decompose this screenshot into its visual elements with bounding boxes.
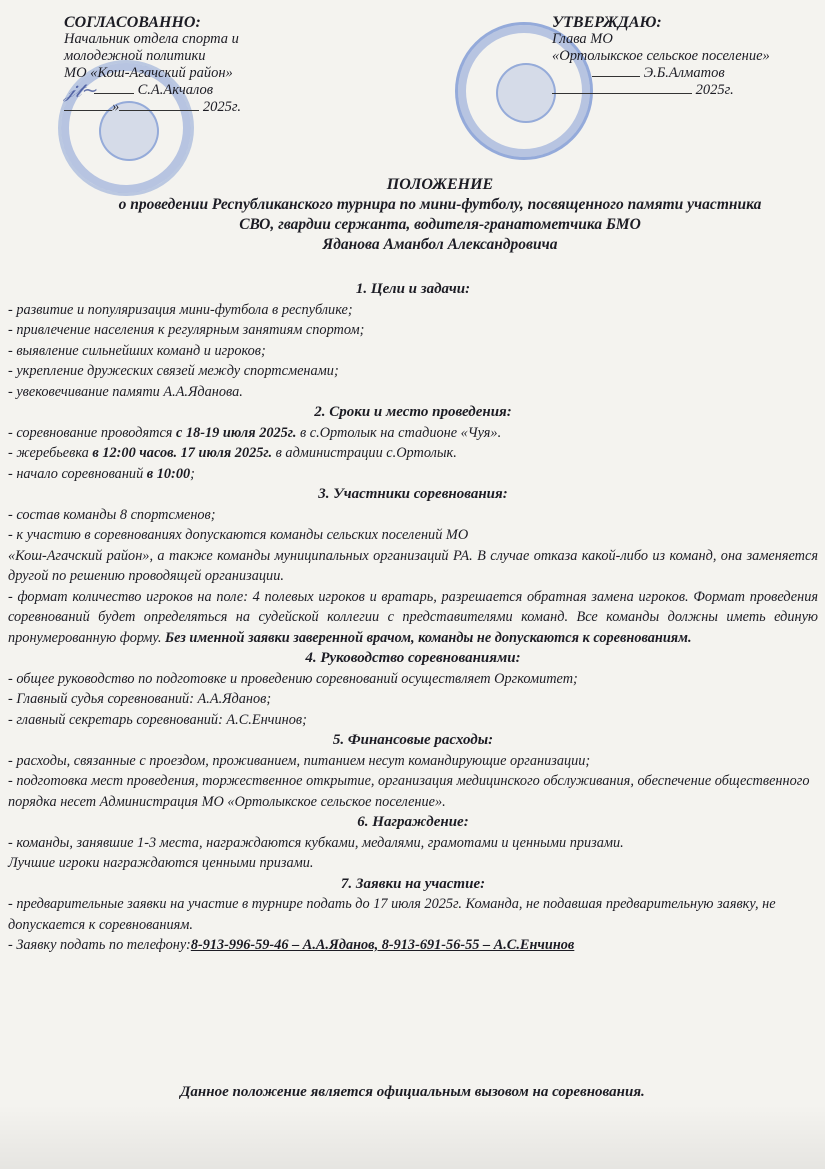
agreed-line: молодежной политики — [64, 48, 206, 64]
section-heading: 2. Сроки и место проведения: — [314, 404, 512, 420]
section-heading: 5. Финансовые расходы: — [332, 732, 494, 748]
approved-heading: УТВЕРЖДАЮ: — [552, 14, 662, 31]
list-item: - главный секретарь соревнований: А.С.Енчинов; — [8, 711, 307, 728]
list-item: - Заявку подать по телефону:8-913-996-59-46 – А.А.Яданов, 8-913-691-56-55 – А.С.Енчинов — [8, 937, 575, 953]
document-title — [60, 175, 820, 255]
list-item: - развитие и популяризация мини-футбола в республике; — [8, 301, 353, 318]
list-item: - расходы, связанные с проездом, проживанием, питанием несут командирующие организации; — [8, 752, 591, 769]
title-line: Ядановa Аманбол Александровича — [322, 236, 558, 253]
list-item: - начало соревнований в 10:00; — [8, 465, 195, 482]
approved-line: «Ортолыкское сельское поселение» — [552, 48, 770, 64]
agreed-signature-line — [64, 78, 324, 102]
section-heading: 3. Участники соревнования: — [318, 486, 508, 502]
agreed-heading: СОГЛАСОВАННО: — [64, 14, 201, 31]
approved-line: Глава МО — [552, 31, 613, 47]
paragraph: - подготовка мест проведения, торжественное открытие, организация медицинского обслуживания, обеспечение общественного порядка несет Администрация МО «Ортолыкское сельское поселение». — [8, 773, 810, 810]
agreed-signer: С.А.Акчалов — [137, 82, 214, 98]
paragraph: «Кош-Агачский район», а также команды муниципальных организаций РА. В случае отказа какой-либо из команд, она заменяется другой по решению проводящей организации. — [8, 547, 818, 584]
title-line: о проведении Республиканского турнира по мини-футболу, посвященного памяти участника — [118, 196, 762, 213]
approved-signer: Э.Б.Алматов — [643, 65, 725, 81]
agreed-date: 2025г. — [202, 99, 241, 115]
title-line: ПОЛОЖЕНИЕ — [386, 176, 494, 193]
closing-statement: Данное положение является официальным вызовом на соревнования. — [180, 1084, 645, 1100]
agreed-block — [64, 14, 324, 116]
list-item: - Главный судья соревнований: А.А.Яданов; — [8, 691, 272, 707]
section-heading: 1. Цели и задачи: — [355, 281, 471, 297]
list-item: - соревнование проводятся с 18-19 июля 2025г. в с.Ортолык на стадионе «Чуя». — [8, 424, 502, 441]
section-heading: 6. Награждение: — [357, 814, 469, 830]
signature: 𝒿𝓉~ — [64, 78, 99, 102]
paragraph: - формат количество игроков на поле: 4 полевых игроков и вратарь, разрешается обратная замена игроков. Формат проведения соревнований будет определяться на судейской коллегии с представителями команд. Все команды должны иметь единую пронумерованную форму. Без именной заявки заверенной врачом, команды не допускаются к соревнованиям. — [8, 588, 818, 646]
title-line: СВО, гвардии сержанта, водителя-гранатометчика БМО — [239, 216, 641, 233]
list-item: - команды, занявшие 1-3 места, награждаются кубками, медалями, грамотами и ценными призами. — [8, 834, 624, 851]
paragraph: - предварительные заявки на участие в турнире подать до 17 июля 2025г. Команда, не подавшая предварительную заявку, не допускается к соревнованиям. — [8, 896, 776, 933]
list-item: - состав команды 8 спортсменов; — [8, 506, 216, 523]
agreed-line: Начальник отдела спорта и — [64, 31, 239, 47]
approved-date-line — [552, 82, 822, 99]
section-heading: 4. Руководство соревнованиями: — [305, 650, 521, 666]
list-item: - к участию в соревнованиях допускаются команды сельских поселений МО — [8, 527, 469, 543]
approved-date: 2025г. — [695, 82, 734, 98]
approved-signature-line — [552, 65, 822, 82]
list-item: - укрепление дружеских связей между спортсменами; — [8, 363, 339, 379]
list-item: - привлечение населения к регулярным занятиям спортом; — [8, 322, 365, 338]
approved-block — [552, 14, 822, 99]
phone-numbers: 8-913-996-59-46 – А.А.Яданов, 8-913-691-56-55 – А.С.Енчинов — [190, 937, 575, 953]
list-item: - выявление сильнейших команд и игроков; — [8, 342, 266, 359]
section-heading: 7. Заявки на участие: — [340, 875, 486, 892]
document-body — [8, 279, 818, 956]
list-item: Лучшие игроки награждаются ценными призами. — [8, 855, 314, 871]
list-item: - общее руководство по подготовке и проведению соревнований осуществляет Оргкомитет; — [8, 670, 578, 687]
agreed-date-line: » 2025г. — [64, 99, 324, 116]
list-item: - увековечивание памяти А.А.Яданова. — [8, 383, 243, 400]
agreed-line: МО «Кош-Агачский район» — [64, 65, 233, 81]
list-item: - жеребьевка в 12:00 часов. 17 июля 2025г. в администрации с.Ортолык. — [8, 445, 457, 461]
